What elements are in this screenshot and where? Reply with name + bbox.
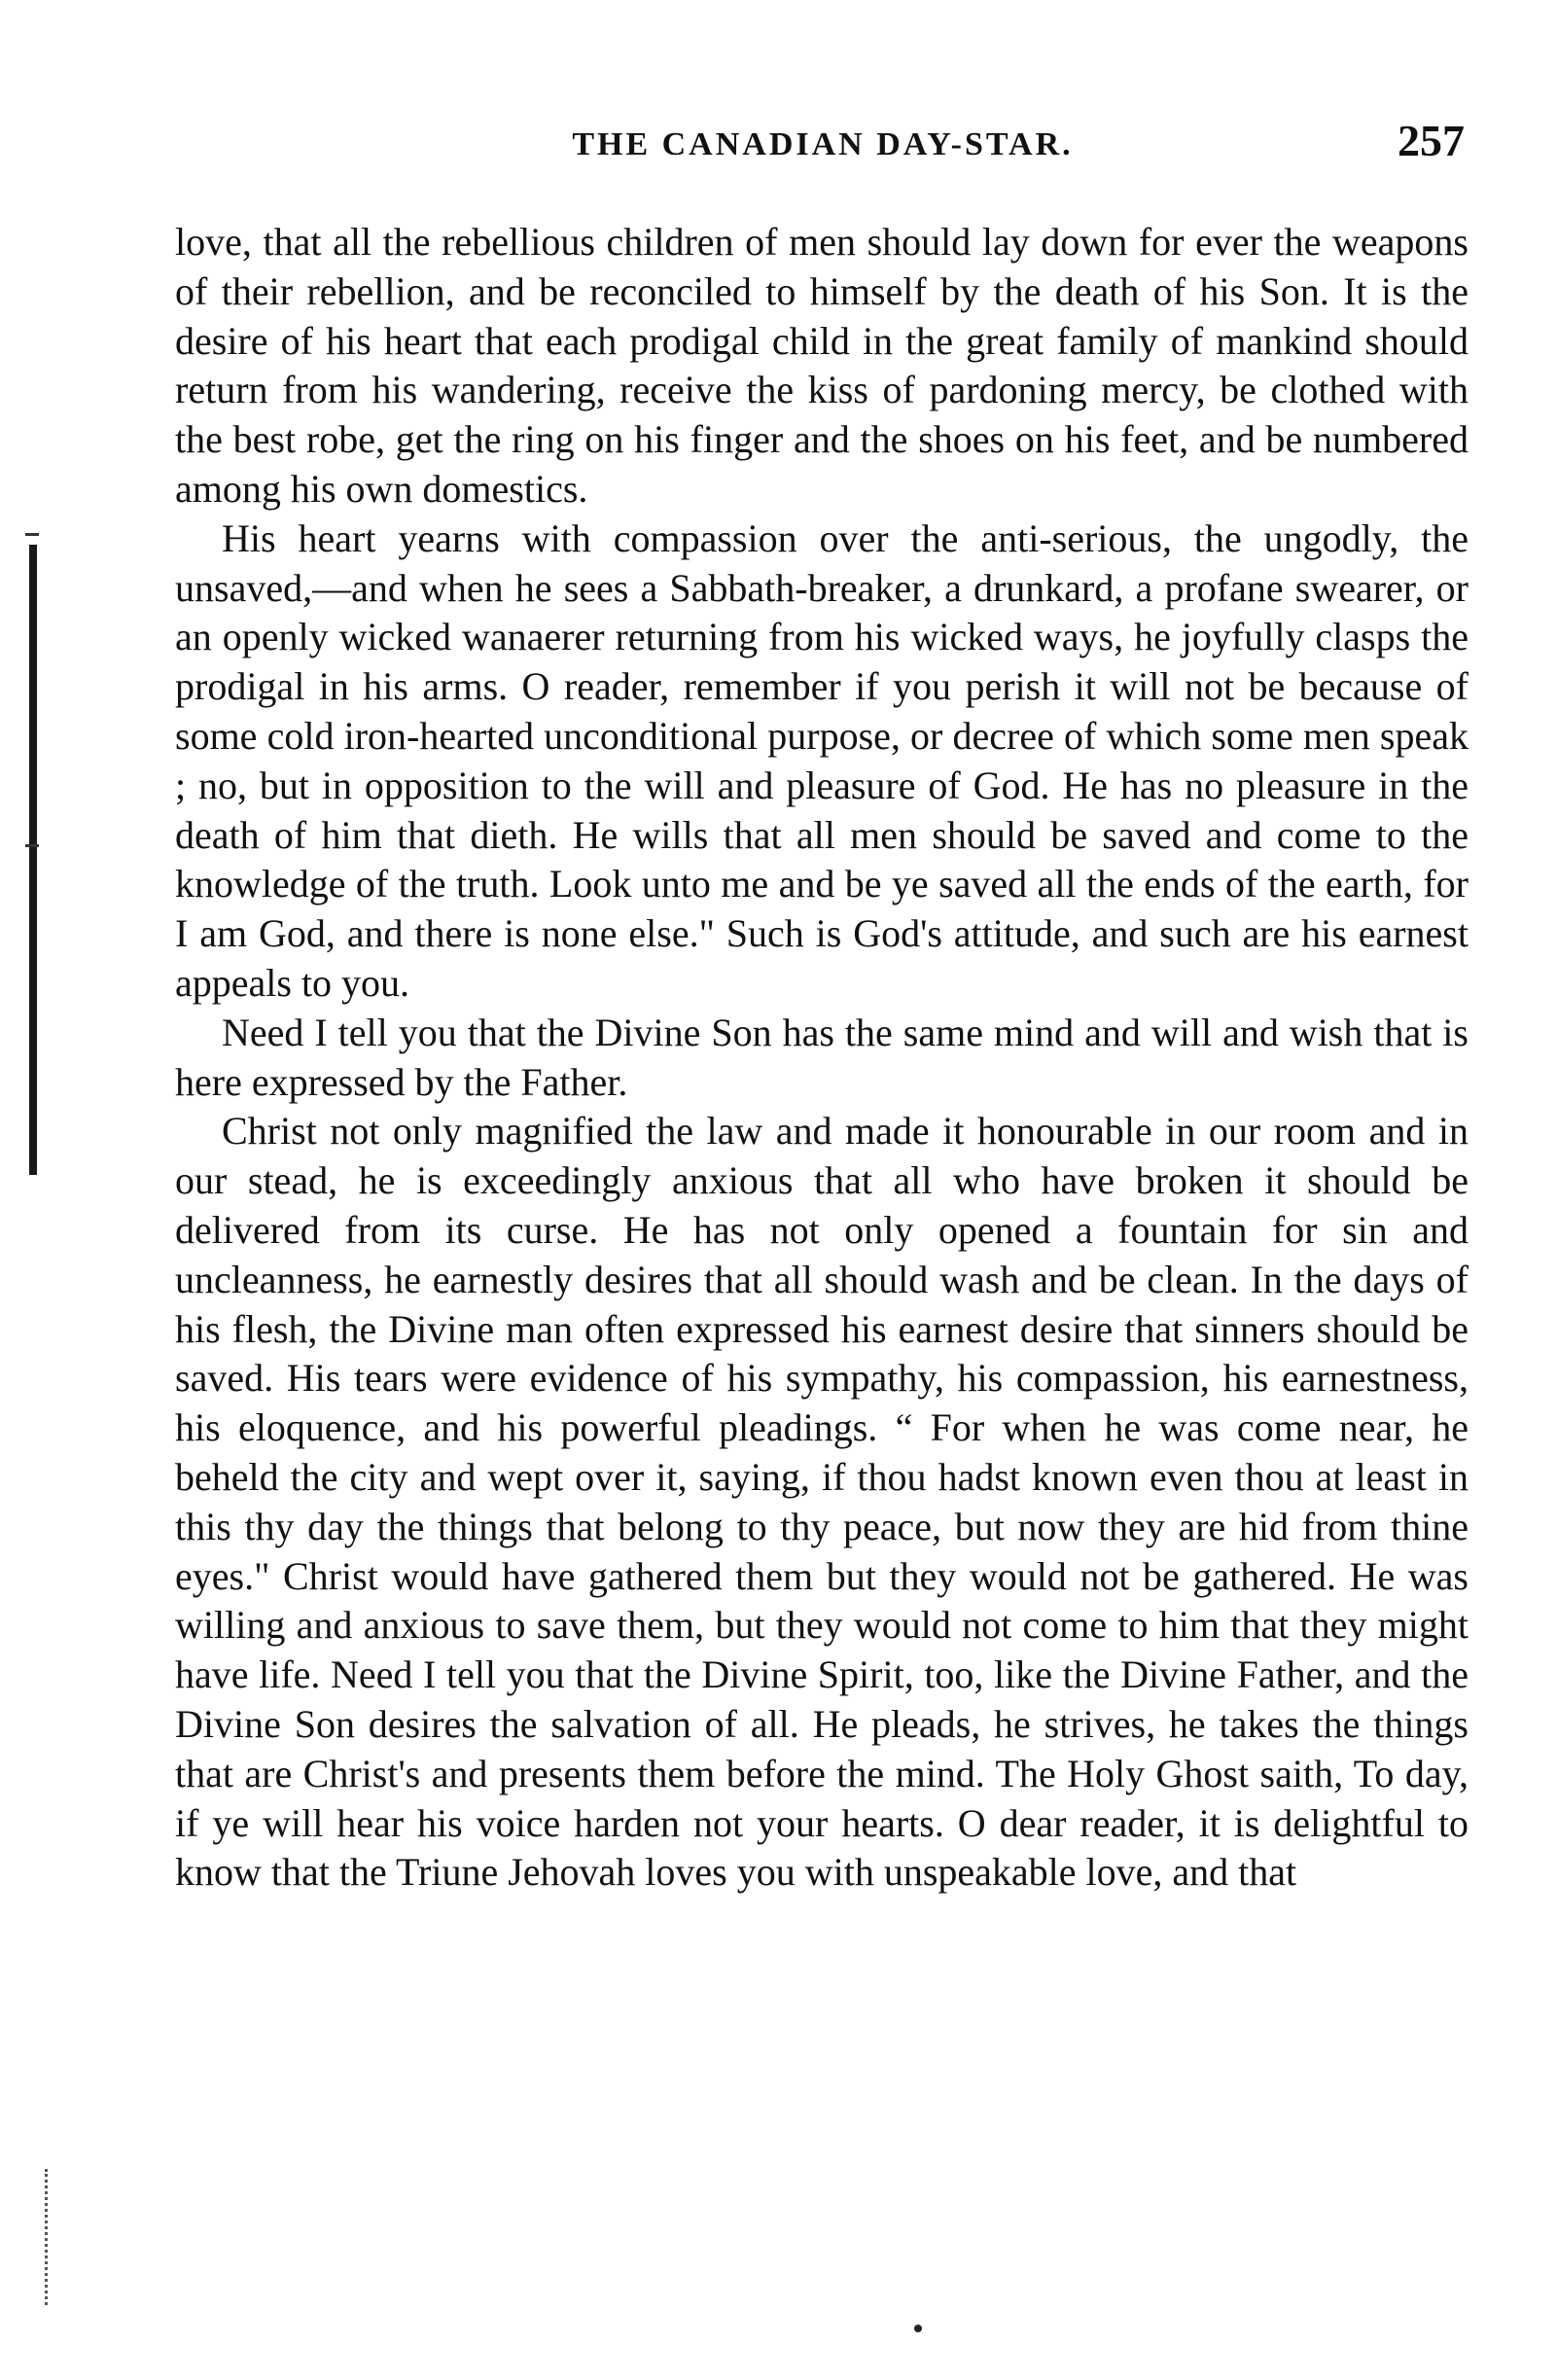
margin-tick-mark	[25, 533, 39, 536]
ink-speck	[914, 2325, 922, 2332]
running-head	[181, 115, 1465, 173]
paragraph: love, that all the rebellious children of men should lay down for ever the weapons of their rebellion, and be reconciled to himself by the death of his Son. It is the desire of his heart that each prodigal child in the great family of mankind should return from his wandering, receive the kiss of pardoning mercy, be clothed with the best robe, get the ring on his finger and the shoes on his feet, and be numbered among his own domestics.	[175, 220, 1469, 511]
paragraph: Need I tell you that the Divine Son has the same mind and will and wish that is here expressed by the Father.	[175, 1010, 1469, 1104]
running-title: THE CANADIAN DAY-STAR.	[572, 126, 1074, 162]
body-text	[175, 218, 1469, 1898]
margin-dotted-mark	[45, 2169, 52, 2305]
margin-marking-line	[29, 545, 37, 1175]
page-number: 257	[1398, 116, 1465, 165]
margin-tick-mark	[25, 844, 39, 847]
paragraph: His heart yearns with compassion over the anti-serious, the ungodly, the unsaved,—and when he sees a Sabbath-breaker, a drunkard, a profane swearer, or an openly wicked wanaerer returning from his wicked ways, he joyfully clasps the prodigal in his arms. O reader, remember if you perish it will not be because of some cold iron-hearted unconditional purpose, or decree of which some men speak ; no, but in opposition to the will and pleasure of God. He has no pleasure in the death of him that dieth. He wills that all men should be saved and come to the knowledge of the truth. Look unto me and be ye saved all the ends of the earth, for I am God, and there is none else." Such is God's attitude, and such are his earnest appeals to you.	[175, 515, 1469, 1005]
paragraph: Christ not only magnified the law and made it honourable in our room and in our stead, he is exceedingly anxious that all who have broken it should be delivered from its curse. He has not only opened a fountain for sin and uncleanness, he earnestly desires that all should wash and be clean. In the days of his flesh, the Divine man often expressed his earnest desire that sinners should be saved. His tears were evidence of his sympathy, his compassion, his earnestness, his eloquence, and his powerful pleadings. “ For when he was come near, he beheld the city and wept over it, saying, if thou hadst known even thou at least in this thy day the things that belong to thy peace, but now they are hid from thine eyes." Christ would have gathered them but they would not be gathered. He was willing and anxious to save them, but they would not come to him that they might have life. Need I tell you that the Divine Spirit, too, like the Divine Father, and the Divine Son desires the salvation of all. He pleads, he strives, he takes the things that are Christ's and presents them before the mind. The Holy Ghost saith, To day, if ye will hear his voice harden not your hearts. O dear reader, it is delightful to know that the Triune Jehovah loves you with unspeakable love, and that	[175, 1109, 1469, 1895]
